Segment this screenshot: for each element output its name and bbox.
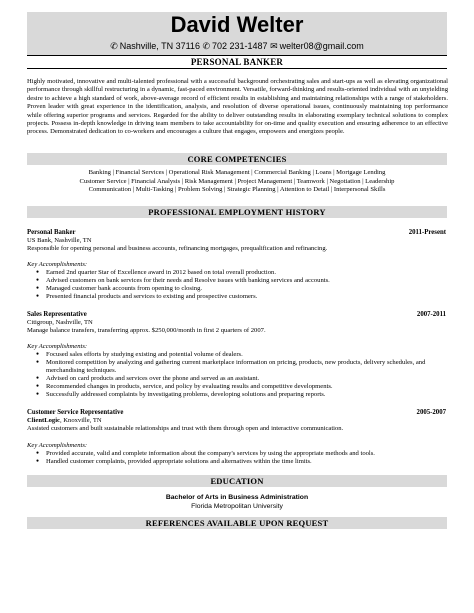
contact-city: Nashville, TN 37116	[119, 41, 200, 51]
accomplishment-list	[36, 269, 446, 301]
job-company-name: ClientLogic	[27, 417, 60, 424]
job-summary: Manage balance transfers, transferring approx. $250,000/month in first 2 quarters of 2007.	[27, 327, 266, 334]
job-dates: 2007-2011	[416, 311, 446, 318]
phone-icon: ✆	[202, 41, 211, 51]
job-dates: 2005-2007	[416, 409, 446, 416]
competencies-line: Banking | Financial Services | Operational Risk Management | Commercial Banking | Loans | Mortgage Lending	[88, 169, 386, 176]
competencies-line: Communication | Multi-Tasking | Problem Solving | Strategic Planning | Attention to Detail | Interpersonal Skills	[88, 186, 386, 193]
list-item: ● Provided accurate, valid and complete information about the company's services by using the appropriate methods and tools.	[36, 450, 446, 458]
candidate-name: David Welter	[170, 12, 304, 37]
professional-summary: Highly motivated, innovative and multi-talented professional with a successful background orchestrating sales and start-ups as well as elevating organizational performance through skillful restructuring in a dynamic, fast-paced environment. Versatile, forward-thinking and results-oriented individual with an unyielding desire to achieve a high standard of work, above-average record of efficient results in establishing and maintaining relationships with a range of stakeholders. Proven leader with great experience in the identification, analysis, and resolution of diverse operational issues, continuously maintaining top performance while offering superior programs and services. Regarded for the ability to deliver outstanding results in elaborating exemplary technical solutions to complex projects. Possess in-depth knowledge in driving team members to take accountability for on-time and quality execution and ensuring adherence to an effective process. Demonstrated dedication to co-workers and encourages a culture that engages, empowers and energizes people.	[27, 78, 448, 136]
experience-title: PROFESSIONAL EMPLOYMENT HISTORY	[148, 207, 326, 217]
list-item: ● Managed customer bank accounts from opening to closing.	[36, 285, 446, 293]
accomplishment-list	[36, 351, 446, 400]
school: Florida Metropolitan University	[191, 502, 283, 510]
key-accomplishments-label: Key Accomplishments:	[27, 261, 88, 268]
job-location: , Knoxville, TN	[59, 417, 102, 424]
email-icon: ✉	[270, 41, 278, 51]
education-title: EDUCATION	[210, 476, 264, 486]
job-title: Sales Representative	[27, 311, 87, 318]
list-item: ● Handled customer complaints, provided appropriate solutions and alternatives within the time limits.	[36, 458, 446, 466]
contact-line	[0, 40, 474, 52]
divider	[27, 68, 447, 69]
competencies-title: CORE COMPETENCIES	[187, 154, 287, 164]
list-item: ● Successfully addressed complaints by investigating problems, developing solutions and preparing reports.	[36, 391, 446, 399]
job-summary: Assisted customers and built sustainable relationships and trust with them through open and interactive communication.	[27, 425, 344, 432]
list-item: ● Focused sales efforts by studying existing and potential volume of dealers.	[36, 351, 446, 359]
contact-email[interactable]: welter08@gmail.com	[279, 41, 364, 51]
job-company: Citigroup, Nashville, TN	[27, 319, 93, 326]
list-item: ● Advised customers on bank services for their needs and Resolve issues with banking services and accounts.	[36, 277, 446, 285]
job-summary: Responsible for opening personal and business accounts, refinancing mortgages, prequalification and refinancing.	[27, 245, 328, 252]
key-accomplishments-label: Key Accomplishments:	[27, 343, 88, 350]
degree: Bachelor of Arts in Business Administration	[165, 494, 309, 501]
phone-icon: ✆	[110, 41, 118, 51]
references-title: REFERENCES AVAILABLE UPON REQUEST	[145, 518, 329, 528]
job-company: US Bank, Nashville, TN	[27, 237, 92, 244]
key-accomplishments-label: Key Accomplishments:	[27, 442, 88, 449]
list-item: ● Earned 2nd quarter Star of Excellence award in 2012 based on total overall production.	[36, 269, 446, 277]
headline: PERSONAL BANKER	[190, 57, 284, 67]
list-item: ● Presented financial products and services to existing and prospective customers.	[36, 293, 446, 301]
list-item: ● Recommended changes in products, service, and policy by evaluating results and competitive developments.	[36, 383, 446, 391]
competencies-line: Customer Service | Financial Analysis | Risk Management | Project Management | Teamwork | Negotiation | Leadership	[79, 177, 395, 185]
job-dates: 2011-Present	[408, 229, 446, 236]
job-company	[27, 417, 102, 425]
job-title: Personal Banker	[27, 229, 76, 236]
accomplishment-list	[36, 450, 446, 466]
job-title: Customer Service Representative	[27, 409, 124, 416]
list-item: ● Monitored competition by analyzing and gathering current marketplace information on pricing, products, new products, delivery schedules, and merchandising techniques.	[36, 359, 446, 375]
contact-phone[interactable]: 702 231-1487	[212, 41, 268, 51]
list-item: ● Advised on card products and services over the phone and served as an assistant.	[36, 375, 446, 383]
